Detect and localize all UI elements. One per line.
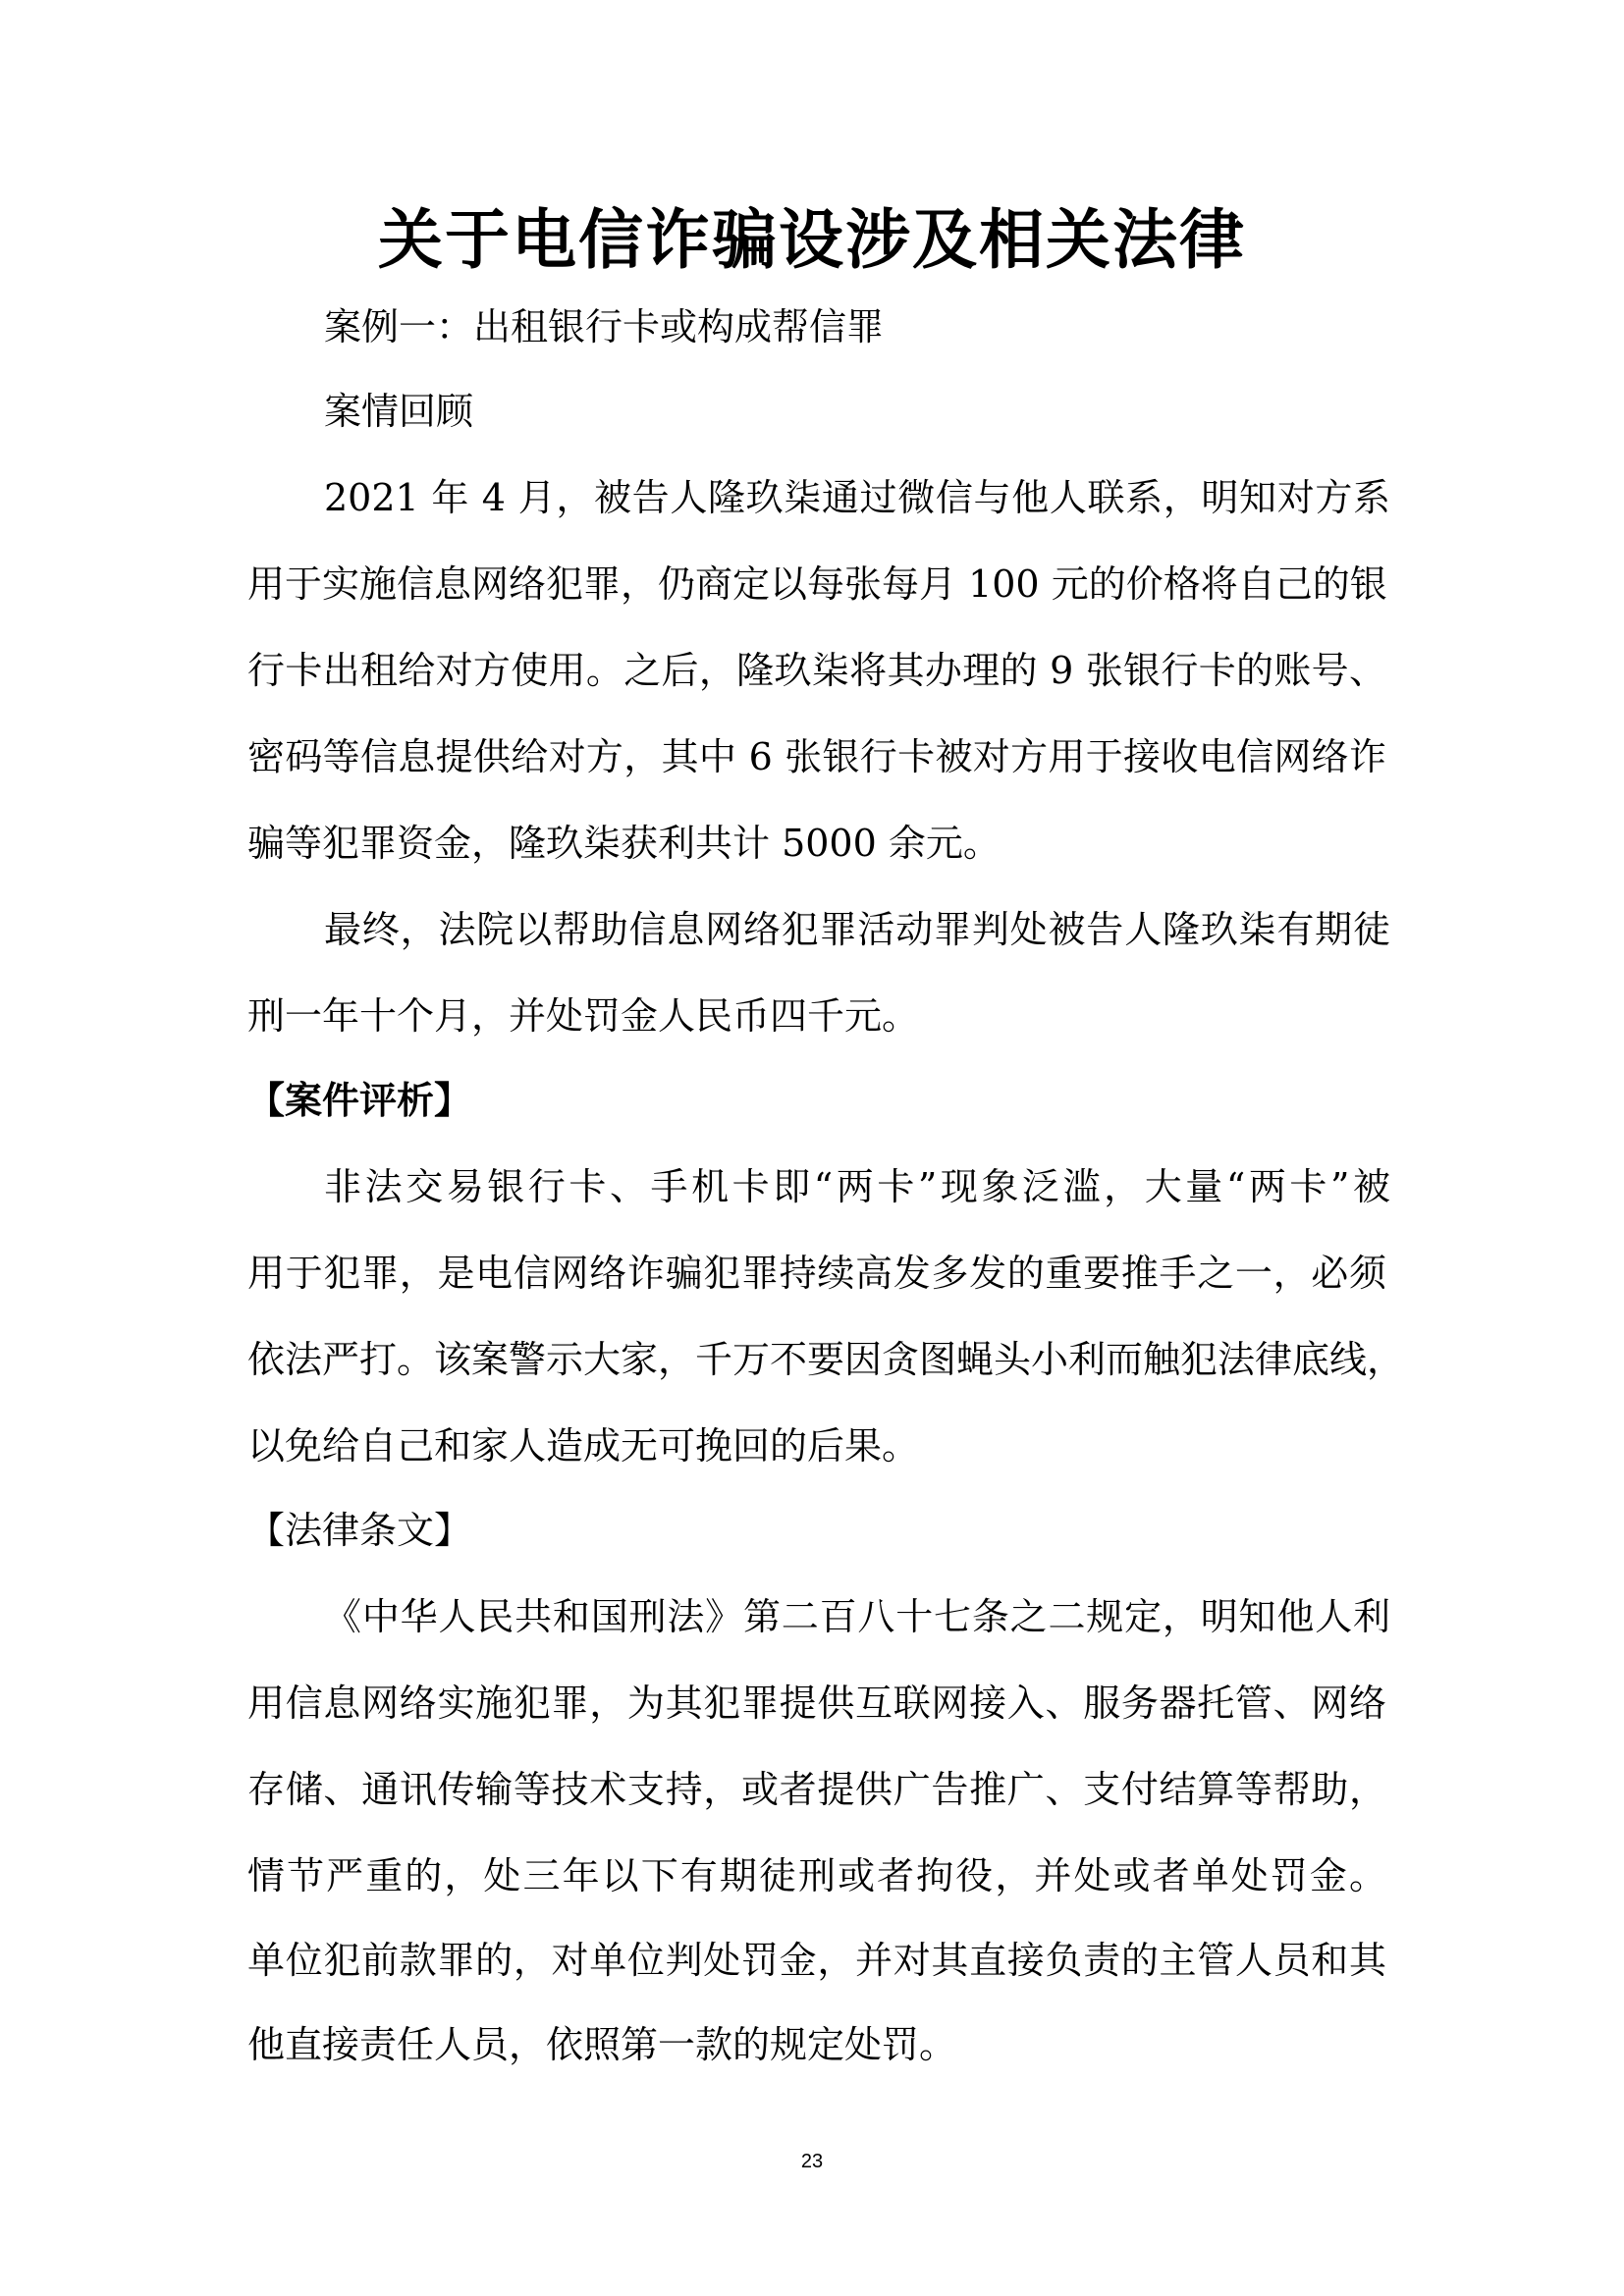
section-heading-analysis: 【案件评析】 bbox=[247, 1079, 472, 1122]
paragraph-line: 用于犯罪，是电信网络诈骗犯罪持续高发多发的重要推手之一，必须 bbox=[247, 1252, 1386, 1295]
page-title: 关于电信诈骗设涉及相关法律 bbox=[378, 202, 1246, 278]
paragraph-line: 最终，法院以帮助信息网络犯罪活动罪判处被告人隆玖柒有期徒 bbox=[324, 908, 1390, 951]
paragraph-line: 2021 年 4 月，被告人隆玖柒通过微信与他人联系，明知对方系 bbox=[324, 476, 1390, 519]
paragraph-line: 密码等信息提供给对方，其中 6 张银行卡被对方用于接收电信网络诈 bbox=[247, 735, 1386, 778]
paragraph-line: 以免给自己和家人造成无可挽回的后果。 bbox=[247, 1424, 920, 1468]
paragraph-line: 他直接责任人员，依照第一款的规定处罚。 bbox=[247, 2023, 957, 2066]
paragraph-line: 依法严打。该案警示大家，千万不要因贪图蝇头小利而触犯法律底线， bbox=[247, 1338, 1405, 1381]
page-number: 23 bbox=[800, 2151, 824, 2172]
section-heading-case-review: 案情回顾 bbox=[324, 390, 474, 433]
paragraph-line: 《中华人民共和国刑法》第二百八十七条之二规定，明知他人利 bbox=[324, 1595, 1390, 1638]
paragraph-line: 用信息网络实施犯罪，为其犯罪提供互联网接入、服务器托管、网络 bbox=[247, 1682, 1386, 1725]
paragraph-line: 骗等犯罪资金，隆玖柒获利共计 5000 余元。 bbox=[247, 822, 1001, 865]
paragraph-line: 非法交易银行卡、手机卡即“两卡”现象泛滥，大量“两卡”被 bbox=[324, 1165, 1390, 1208]
paragraph-line: 情节严重的，处三年以下有期徒刑或者拘役，并处或者单处罚金。 bbox=[247, 1854, 1386, 1897]
paragraph-line: 用于实施信息网络犯罪，仍商定以每张每月 100 元的价格将自己的银 bbox=[247, 562, 1387, 606]
paragraph-line: 单位犯前款罪的，对单位判处罚金，并对其直接负责的主管人员和其 bbox=[247, 1939, 1386, 1982]
paragraph-line: 存储、通讯传输等技术支持，或者提供广告推广、支付结算等帮助， bbox=[247, 1768, 1386, 1811]
paragraph-line: 行卡出租给对方使用。之后，隆玖柒将其办理的 9 张银行卡的账号、 bbox=[247, 649, 1386, 692]
section-heading-law: 【法律条文】 bbox=[247, 1509, 472, 1552]
paragraph-line: 刑一年十个月，并处罚金人民币四千元。 bbox=[247, 994, 920, 1038]
case-heading: 案例一：出租银行卡或构成帮信罪 bbox=[324, 305, 885, 348]
